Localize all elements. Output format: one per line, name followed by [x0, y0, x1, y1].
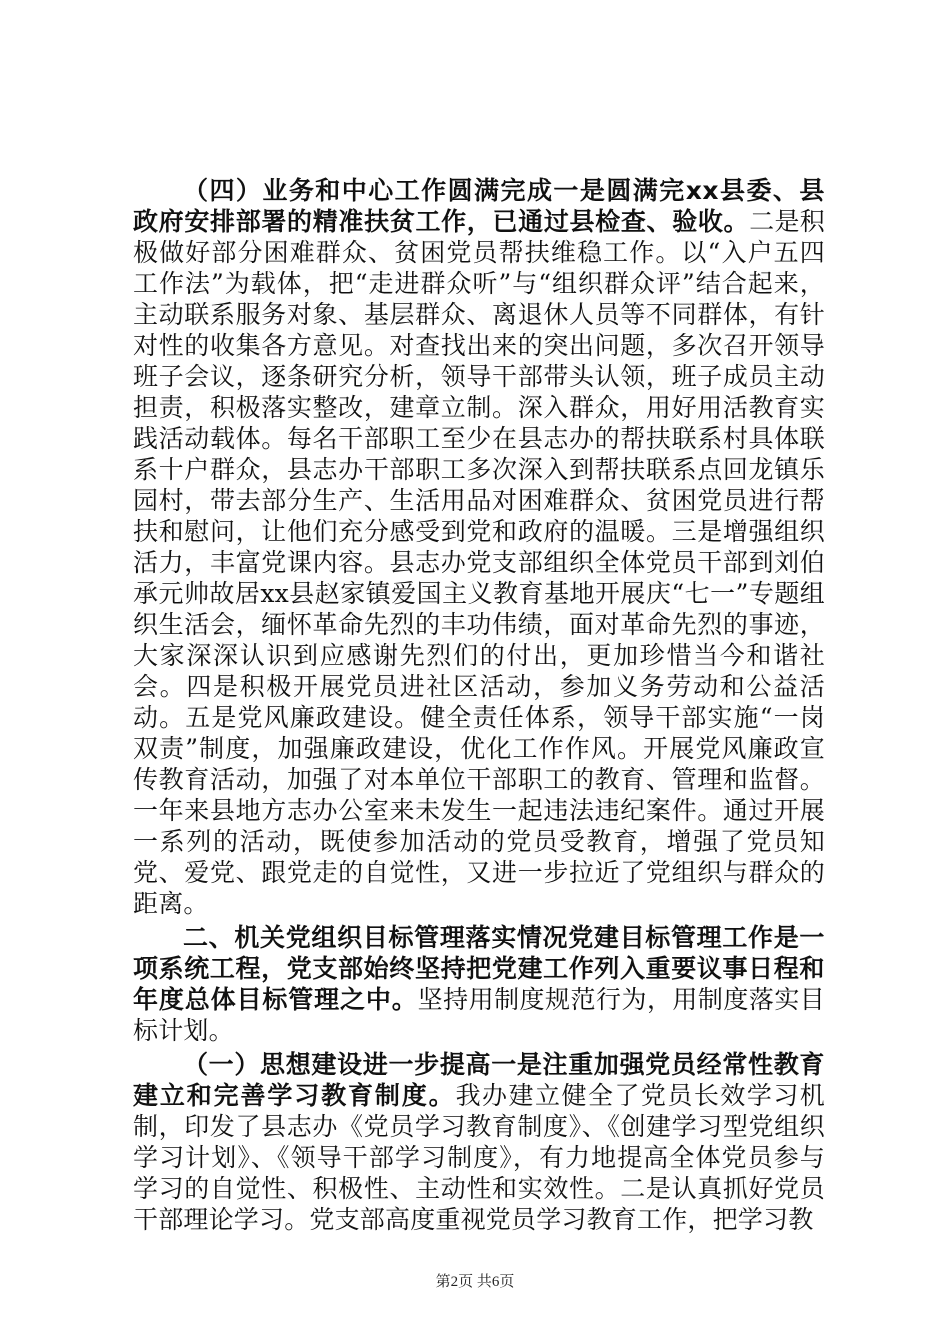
- paragraph-text: 我办建立健全了党员长效学习机制，印发了县志办《党员学习教育制度》、《创建学习型党组织学习计划》、《领导干部学习制度》，有力地提高全体党员参与学习的自觉性、积极性、主动性和实效性。二是认真抓好党员干部理论学习。党支部高度重视党员学习教育工作，把学习教: [133, 1081, 825, 1234]
- paragraph-text: 坚持用制度规范行为，用制度落实目标计划。: [133, 985, 826, 1045]
- paragraph-heading: （一）思想建设进一步提高一是注重加强党员经常性教育建立和完善学习教育制度。: [133, 1050, 825, 1110]
- paragraph-business-work: [133, 175, 825, 919]
- paragraph-heading: 二、机关党组织目标管理落实情况党建目标管理工作是一项系统工程，党支部始终坚持把党建工作列入重要议事日程和年度总体目标管理之中。: [133, 923, 825, 1014]
- paragraph-ideological-building: [133, 1049, 825, 1235]
- page-number-footer: 第2页 共6页: [435, 1274, 515, 1290]
- paragraph-heading: （四）业务和中心工作圆满完成一是圆满完xx县委、县政府安排部署的精准扶贫工作，已通过县检查、验收。: [133, 176, 825, 236]
- paragraph-target-management: [133, 922, 825, 1046]
- document-body: [133, 175, 825, 1235]
- paragraph-text: 二是积极做好部分困难群众、贫困党员帮扶维稳工作。以“入户五四工作法”为载体，把“走进群众听”与“组织群众评”结合起来，主动联系服务对象、基层群众、离退休人员等不同群体，有针对性的收集各方意见。对查找出来的突出问题，多次召开领导班子会议，逐条研究分析，领导干部带头认领，班子成员主动担责，积极落实整改，建章立制。深入群众，用好用活教育实践活动载体。每名干部职工至少在县志办的帮扶联系村具体联系十户群众，县志办干部职工多次深入到帮扶联系点回龙镇乐园村，带去部分生产、生活用品对困难群众、贫困党员进行帮扶和慰问，让他们充分感受到党和政府的温暖。三是增强组织活力，丰富党课内容。县志办党支部组织全体党员干部到刘伯承元帅故居xx县赵家镇爱国主义教育基地开展庆“七一”专题组织生活会，缅怀革命先烈的丰功伟绩，面对革命先烈的事迹，大家深深认识到应感谢先烈们的付出，更加珍惜当今和谐社会。四是积极开展党员进社区活动，参加义务劳动和公益活动。五是党风廉政建设。健全责任体系，领导干部实施“一岗双责”制度，加强廉政建设，优化工作作风。开展党风廉政宣传教育活动，加强了对本单位干部职工的教育、管理和监督。一年来县地方志办公室来未发生一起违法违纪案件。通过开展一系列的活动，既使参加活动的党员受教育，增强了党员知党、爱党、跟党走的自觉性，又进一步拉近了党组织与群众的距离。: [133, 207, 825, 918]
